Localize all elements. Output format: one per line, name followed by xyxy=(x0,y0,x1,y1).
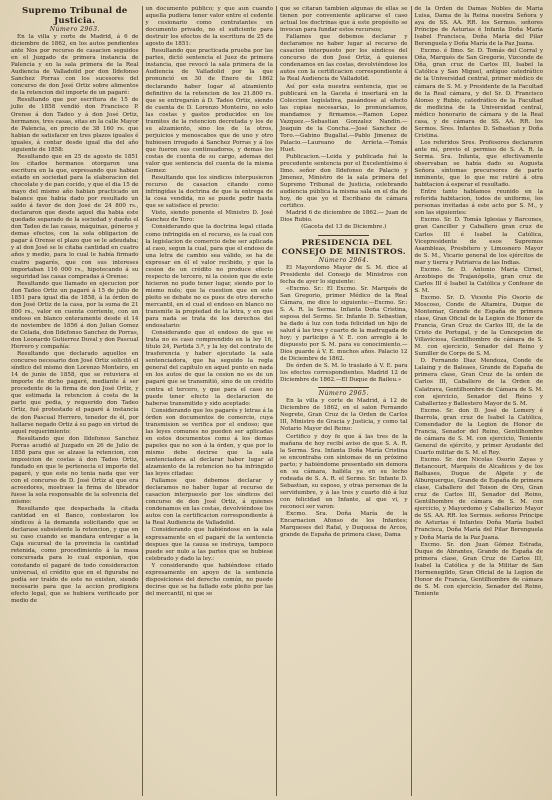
column-2 xyxy=(143,6,278,796)
column-4 xyxy=(412,6,547,796)
paragraph: Excmo. Sr. don D. José de Lemery é Ibarrola, gran cruz de Isabel la Católica, Comendador de la Legion de Honor de Francia, Senador del Reino, Gentilhombre de cámara de S. M. con ejercicio, Teniente General de ejército, y primer Ayudante del Cuarto militar de S. M. el Rey. xyxy=(414,407,543,456)
paragraph: Resultando que practicada prueba por las partes, dictó sentencia el Juez de primera instancia, que revocó la sala primera de la Audiencia de Valladolid por la que pronunció en 30 de Enero de 1862 declarando haber lugar al alzamiento definitivo de la retencion de los 21.800 rs. que se entregarán á D. Tadeo Ortiz, siendo de cuenta de D. Lorenzo Monteiro, no solo las costas y gastos producidos en los tramites de la retencion decretada y los de su alzamiento, sino los de la otros, perjuicios y menoscabos que de uno y otro hubiesen irrogado á Sanchez Porras y á los que fueron sus continuadores, y demas los costas de cuenta de su cargo, ademas del valor que sentencia del cuenta de la misma Gomez: xyxy=(145,48,273,175)
paragraph: Resultando que llamado en ejecucion por don Tadeo Ortiz un pagaré á 15 de julio de 1851 para igual dia de 1858, á la órden de don José Ortiz de la casa, por la suma de 21 800 rs., valor en cuenta corriente, con un endoso en blanco enteramente desde el 14 de noviembre de 1856 á don Julian Gomez de Celada, don Ildefonso Sanchez de Porras, don Leonardo Gutierrez Duval y don Pascual Herrero y compañía: xyxy=(11,280,139,351)
paragraph: Entre tanto hablamos reunido en la referida habitacion, todos de uniforme, los personas invitadas á este acto por S. M., y son las siguientes: xyxy=(414,189,543,217)
paragraph: Resultando que en 25 de agosto de 1851 los citados hermanos otorgaron una escritura en la que, expresando que habian estado en sociedad para la elaboracion del chocolate y de pan cocido, y que el dia 15 de mayo del mismo año habian practicado un balance que habia dado por resultado un saldo á favor de don José de 24 800 rs., declararon que desde aquel dia habia este quedado separado de la sociedad y dueño el don Tadeo de las casas, máquinas, géneros y demas efectos, con la sola obligacion de pagar á Orense el plazo que se le adeudaba; y al don José se le citaba cantidad en cuatro años y medio, para lo cual le había firmado cuatro pagarés, que con sus intereses importaban 116 000 rs., hipotecando á su seguridad las casas compradas á Orense: xyxy=(11,153,139,280)
paragraph: de la Orden de Damas Nobles de María Luisa, Dama de la Reina nuestra Señora y aya de SS. AA. RR. los Sermos. señores Príncipe de Asturias é Infanta Doña María Isabel Francisca, Doña María del Pilar Berenguela y Doña María de la Paz Juana. xyxy=(414,6,543,48)
paragraph: Resultando que don Ildefonso Sanchez Porras acudió al Juzgado en 26 de Julio de 1858 para que se alzase la retencion, con imposicion de costas á don Tadeo Ortiz, fundado en que le pertenecia el importe del pagaré, y que este no tenia nada que ver con el concurso de D. José Ortiz al que era acreedores, mostrase la firma de librador fuese la sola responsable de la solvencia del mismo: xyxy=(11,435,139,506)
paragraph: Excmo. Sr. don Juan Gómez Estrada, Duque de Abrantes, Grande de España de primera clase, Gran Cruz de Carlos III, Isabel la Católica y de la Militar de San Hermenegildo, Gran Oficial de la Legion de Honor de Francia, Gentilhombre de cámara de S. M. con ejercicio, Senador del Reino, Teniente xyxy=(414,541,543,597)
paragraph: En la villa y corte de Madrid, á 6 de diciembre de 1862, en los autos pendientes ante Nos por recurso de casacion seguidos en el Juzgado de primera instancia de Palencia y en la sala primera de la Real Audiencia de Valladolid por don Ildefonso Sanchez Porras con los sucesores del concurso de don José Ortiz sobre alimentos de la retencion del importe de un pagaré: xyxy=(11,34,139,97)
paragraph: Excmo. é Ilmo. Sr. D. Tomás del Corral y Oña, Marqués de San Gregorio, Vizconde de Oña, gran cruz de Carlos III, Isabel la Católica y San Miguel, antiguo catedrático de la Universidad central, primer médico de cámara de S. M. y Presidente de la Facultad de la Real cámara, y del Sr. D. Francisco Alonso y Rubio, catedrático de la Facultad de medicina de la Universidad central, médico honorario de cámara y de la Real casa, y de cámara de SS. AA. RR. los Sermos. Sres. Infantes D. Sebastian y Doña Cristina. xyxy=(414,48,543,139)
source-note: (Gaceta del 13 de Diciembre.) xyxy=(301,224,387,231)
paragraph: que se citaran tambien algunas de ellas se tienen por conveniente aplicarse el caso actual los doctrinas que á este propósito se invocan para fundar estos recursos; xyxy=(280,6,408,34)
paragraph: Considerando que habiéndose en la sala expresamente en el pagaré de la sentencia despues que la causa se instruya, tampoco puede ser nulo a las partes que se hubiese celebrado y dado la ley.: xyxy=(145,527,273,562)
text-columns xyxy=(8,6,546,796)
paragraph: Excmo. Sra. Doña María de la Encarnacion Afonso de los Infantes; Marqueses del Rafal, y Duquesa de Arcos, grande de España de primera clase, Dama xyxy=(280,511,408,539)
paragraph: El Mayordomo Mayor de S. M. dice al Presidente del Consejo de Ministros con fecha de ayer lo siguiente: xyxy=(280,264,408,285)
section-heading: Supremo Tribunal de Justicia. xyxy=(22,6,128,26)
paragraph: Excmo. Sr. D. Antonio María Cirnel, Arzobispo de Trajanópolis, gran cruz de Carlos III é Isabel la Católica y Confesor de S. M. xyxy=(414,266,543,294)
article-number: Número 2965. xyxy=(318,390,369,398)
column-3 xyxy=(277,6,412,796)
paragraph: Madrid 6 de diciembre de 1862.— Juan de Dios Rubio. xyxy=(280,210,408,224)
paragraph: Considerando que la doctrina legal citada como infringida en el recurso, es la cual con la legislacion de comercio debe ser aplicada al caso, segun la cual, para que el endoso de una letra de cambio sea válido, se ha de expresar en él el valor recibido, y que la cesion de un crédito no produce efecto respecto de tercero, ni la cesion que de este hicieron no pudo tener lugar, siendo por lo mismo nulo; que la cuestion que en este pleito se debate no es pues de otro derecho mercantil, en el cual el endoso en blanco no transmite la propiedad de la letra, y en que para nada se trata de los derechos del endosatario: xyxy=(145,224,273,330)
paragraph: De órden de S. M. lo traslado á V. E. para los efectos correspondientes. Madrid 12 de Diciembre de 1862.—El Duque de Baileu.» xyxy=(280,363,408,384)
paragraph: Excmo. Sr. D. Vicente Pío Osorio de Moscoso, Conde de Altamira, Duque de Montemar, Grande de España de primera clase, Gran Oficial de la Legion de Honor de Francia, Gran Cruz de Carlos III, de la de Cristo de Portugal, y de la Concepcion de Villaviciosa, Gentilhombre de cámara de S. M. con ejercicio, Senador del Reino y Sumiller de Corps de S. M. xyxy=(414,294,543,358)
paragraph: «Excmo. Sr.: El Excmo. Sr. Marqués de San Gregorio, primer Médico de la Real Cámara, me dice lo siguiente:—Excmo. Sr.: S. A. R. la Serma. Infanta Doña Cristina, esposa del Sermo. Sr. Infante D. Sebastian, ha dado á luz con toda felicidad un hijo de salud á las tres y cuarto de la madrugada de hoy; y participo á V. E. con arreglo á lo dispuesto por S. M. para su conocimiento.—Dios guarde á V. E. muchos años. Palacio 12 de Diciembre de 1862. xyxy=(280,285,408,363)
paragraph: Resultando que despachada la citada cantidad en el Banco, contestaron los síndicos á la demanda solicitando que se declarase subsistente la retencion, y que en su caso cuando se mandara entregar a la Caja sucursal de la provincia la cantidad retenida, como procedimiento á la masa concursada para lo cual exponian, que constando el pagaré de todo consideracion universal, el crédito que en el figuraba no podía ser traído de este no existen, siendo necesario para que la accion prodigiera efecto legal, que se hubiera verificado por medio de xyxy=(11,506,139,604)
paragraph: D. Fernando Diaz Mendoza, Conde de Lalaing y de Baleaes, Grande de España de primera clase, Gran Cruz de la orden de Carlos III, Caballero de la Orden de Calatrava, Gentilhombre de Cámara de S. M. con ejercicio, Senador del Reino y Caballerizo y Ballestero Mayor de S. M. xyxy=(414,358,543,407)
section-title: PRESIDENCIA DEL CONSEJO DE MINISTROS. xyxy=(281,237,407,256)
paragraph: Fallamos que debemos declarar y declaramos no haber lugar al recurso de casacion interpuesto por los síndicos del concurso de don José Ortiz, á quienes condenamos en las costas, devolviéndose los autos con la certificacion correspondiente á la Real Audiencia de Valladolid. xyxy=(145,478,273,527)
paragraph: Y considerando que habiéndose citado expresamente en apoyo de la sentencia disposiciones del derecho común, no puede decirse que se ha fallado este pleito por las del mercantil, ni que se xyxy=(145,562,273,597)
paragraph: Así por esta nuestra sentencia, que se publicará en la Gaceta é insertará en la Coleccion legislativa, pasándose al efecto las copias necesarias, lo pronunciamos, mandamos y firmamos.—Ramon Lopez Vazquez.—Sebastian Gonzalez Nandin.—Joaquin de la Concha.—José Sanchez de Toro.—Gabino Bugallal.—Pablo Jimenez de Palacio.—Laureano de Arrieta.—Tomás Huet. xyxy=(280,83,408,153)
paragraph: Excmo. Sr. don Nicolas Osorio Zayas y Betancourt, Marqués de Alcañices y de los Balbases, Duque de Algete y de Alburquerque, Grande de España de primera clase, Caballero del Toison de Oro, Gran cruz de Carlos III, Senador del Reino, Gentilhombre de cámara de S. M. con ejercicio, y Mayordomo y Caballerizo Mayor de SS. AA. RR. los Sermos. señores Príncipe de Asturias é Infantes Doña María Isabel Francisca, Doña María del Pilar Berenguela y Doña María de la Paz Juana. xyxy=(414,457,543,541)
paragraph: Resultando que por escritura de 15 de julio de 1858 vendió don Francisco P. Orense á don Tadeo y á don José Ortiz, hermanos, tres casas, sitas en la calle Mayor de Palencia, en precio de 38 160 rs. que habian de satisfacer en tres plazos iguales é iguales, á contar desde igual dia del año siguiente de 1858: xyxy=(11,97,139,153)
paragraph: Fallamos que debemos declarar y declaramos no haber lugar al recurso de casacion interpuesto por los síndicos del concurso de don José Ortiz, á quienes condenamos en las costas, devolviéndose los autos con la certificacion correspondiente á la Real Audiencia de Valladolid. xyxy=(280,34,408,83)
paragraph: Resultando que los sindicos interpusieron recurso de casacion citando como infringidas la doctrina de que la entrega de la cosa vendida, no se puede pedir hasta que se satisface el precio: xyxy=(145,175,273,210)
column-1 xyxy=(8,6,143,796)
paragraph: Publicacion.—Leida y publicada fué la precedente sentencia por el Excelentísimo é Ilmo. señor don Ildefonso de Palacio y Jimenez, Ministro de la sala primera del Supremo Tribunal de Justicia, celebrando audiencia pública la misma sala en el dia de hoy, de que yo el Escribano de cámara certifico. xyxy=(280,153,408,210)
divider-rule xyxy=(318,235,369,236)
paragraph: Considerando que los pagarés y letras á la órden son documentos de comercio, cuya transmision se verifica por el endoso; que las leyes comunes no pueden ser aplicadas en estos documentos como á los demas papeles que no son á la órden, y que por lo mismo debe decirse que la sala sentenciadora al declarar haber lugar al alzamiento de la retencion no ha infringido las leyes citadas: xyxy=(145,407,273,478)
paragraph: Visto, siendo ponente el Ministro D. José Sanchez de Toro: xyxy=(145,210,273,224)
paragraph: Los referidos Sres. Profesores declararon ante mí, previo el permiso de S. A. R. la Serma. Sra. Infanta, que efectivamente observaban se había dado su Augusta Señora síntomas precursores de parto inminente, que lo que me retiré á otra habitacion á esperar el resultado. xyxy=(414,139,543,189)
divider-rule xyxy=(318,387,369,388)
paragraph: Considerando que el endoso de que se trata no es caso comprendido en la ley 16, título 24, Partida 3.ª, y la ley del contrato de trasferencia y haber ejecutado la sala sentenciadora, que ha seguido la regla general del capítulo en aquel punto en nada en los autos de que la cesion no es de un pagaré que se transmitió, sino de un crédito contra el tercero, y que para el caso no puede tener efecto la declaracion de haberse transmitido y sido aceptado: xyxy=(145,330,273,407)
paragraph: En la villa y corte de Madrid, á 12 de Diciembre de 1862, en el salon Fernando Negrete, Gran Cruz de la Orden de Carlos III, Ministro de Gracia y Justicia, y como tal Notario Mayor del Reino: xyxy=(280,398,408,433)
article-number: Número 2964. xyxy=(318,256,369,264)
paragraph: Certifico y doy fe que á las tres de la mañana de hoy recibí aviso de que S. A. R. la Serma. Sra. Infanta Doña María Cristina se encontraba con síntomas de un próximo parto; y habiéndome presentado sin demora en su cámara, halléla ya en su lecho rodeada de S. A. R. el Sermo. Sr. Infante D. Sebastian, su esposo, y otras personas de la servidumbre, y á las tres y cuarto dió á luz con felicidad un Infante, al que vi, y reconocí ser varon: xyxy=(280,433,408,510)
paragraph: un documento público; y que aun cuando aquella pudiera tener valor entre el cedente y cesionario como contratantes en documento privado, no el suficiente para destruir los efectos de la escritura de 25 de agosto de 1851: xyxy=(145,6,273,48)
paragraph: Resultando que declarado aquellos en concurso necesario don José Ortiz solicitó el síndico del mismo don Lorenzo Monteiro, en 14 de junio de 1858, que se retuviera el importe de dicho pagaré, mediante á ser procedente de la firma de don José Ortiz, y que estimada la retencion á costa de la parte que pedia, y requerido don Tadeo Ortiz, fué protestado el pagaré á instancia de don Pascual Herrero, tenedor de él, por hallarse negado Ortiz á su pago en virtud de aquel requerimiento: xyxy=(11,351,139,435)
paragraph: Excmo. Sr. D. Tomás Iglesias y Barcones, gran Canciller y Caballero gran cruz de Carlos III é Isabel la Católica, Vicepresidente de esos Supremos Asambleas, Presbítero y Limosnero Mayor de S. M., Vicario general de los ejércitos de mar y tierra y Patriarca de las Indias. xyxy=(414,217,543,266)
article-number: Número 2963. xyxy=(49,26,100,33)
